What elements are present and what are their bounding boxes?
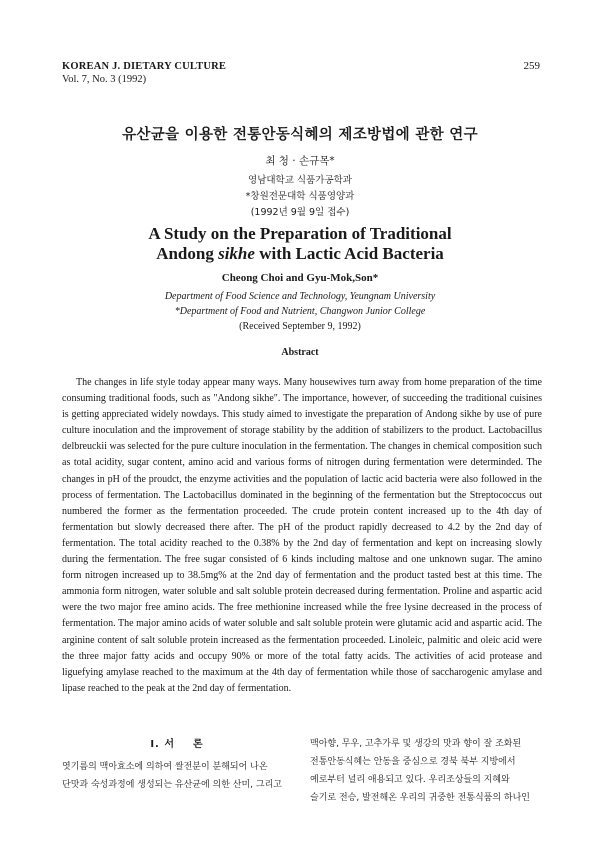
- abstract-text: The changes in life style today appear many ways. Many housewives turn away from home preparation of the time consuming traditional foods, such as "Andong sikhe". The importance, however, of succeeding the traditional cuisines is getting appreciated widely nowdays. This study aimed to investigate the preparation of Andong sikhe by use of pure culture inoculation and the improvement of storage stability by the addition of stabilizers to the product. Lactobacillus delbreuckii was selected for the pure culture inoculation in the fermentation. The changes in chemical composition such as total acidity, sugar content, amino acid and various forms of nitrogen during fermentation were determinded. The changes in pH of the proudct, the enzyme activities and the population of lactic acid bacteria were also followed in the process of fermentation. The Lactobacillus dominated in the beginning of the fermentation but the Streptococcus out numbered the former as the fermentation proceeded. The crude protein content increased up to the 4th day of fermentation but slowly decreased there after. The pH of the product rapidly decreased to 4.2 by the 2nd day of fermentation. The total acidity reached to the 0.38% by the 2nd day of fermentation and kept on increasing slowly during the fermentation. The free sugar consisted of 6 kinds including maltose and one unknown sugar. The amino form nitrogen increased up to 38.5mg% at the 2nd day of fermentation and the product tasted best at this time. The ammonia form nitrogen, water soluble and salt soluble protein decreased during fermentation. Proline and aspartic acid were the two major free amino acids. The free methionine increased while the free lysine decreased in the process of fermentation. The major amino acids of water soluble and salt soluble protein were glutamic acid and aspartic acid. The arginine content of salt soluble protein increased as the fermentation proceeded. Linoleic, palmitic and oleic acid were the three major fatty acids and occupy 90% or more of the total fatty acids. The activities of acid protease and liguefying amylase reached to the maximum at the 4th day of fermentation while those of saccharogenic amylase and lipase reached to the peak at the 2nd day of fermentation.: [62, 377, 542, 694]
- korean-title: 유산균을 이용한 전통안동식혜의 제조방법에 관한 연구: [122, 127, 478, 143]
- intro-left-column: [62, 735, 292, 794]
- journal-name: KOREAN J. DIETARY CULTURE: [62, 61, 227, 72]
- journal-volume: Vol. 7, No. 3 (1992): [62, 74, 147, 85]
- english-title: [0, 224, 600, 264]
- english-title-line-2-end: with Lactic Acid Bacteria: [254, 244, 444, 263]
- intro-left-line: 엿기름의 맥아효소에 의하여 쌀전분이 분해되어 나온: [62, 762, 268, 772]
- page-number: 259: [523, 60, 540, 72]
- english-affiliation-1: Department of Food Science and Technology, Yeungnam University: [164, 291, 436, 302]
- intro-right-line: 예로부터 널리 애용되고 있다. 우리조상들의 지혜와: [310, 775, 510, 785]
- journal-header: [62, 60, 226, 86]
- intro-right-line: 맥아향, 무우, 고추가루 및 생강의 맛과 향이 잘 조화된: [310, 739, 522, 749]
- korean-affiliation-1: 영남대학교 식품가공학과: [248, 175, 352, 186]
- section-heading-word: 론: [193, 739, 204, 750]
- intro-right-line: 전통안동식혜는 안동을 중심으로 경북 북부 지방에서: [310, 757, 516, 767]
- section-heading-number: I. 서: [150, 739, 175, 750]
- english-authors: Cheong Choi and Gyu-Mok,Son*: [221, 272, 379, 284]
- english-title-line-1: A Study on the Preparation of Traditional: [148, 224, 452, 243]
- abstract-body: [62, 375, 542, 697]
- english-title-line-2: [0, 244, 600, 264]
- english-title-italic-word: sikhe: [218, 244, 255, 263]
- english-title-line-2-start: Andong: [156, 244, 219, 263]
- korean-received-date: (1992년 9월 9일 접수): [250, 207, 350, 218]
- english-received-date: (Received September 9, 1992): [239, 321, 361, 332]
- section-heading-introduction: [62, 735, 292, 750]
- intro-left-line: 단맛과 숙성과정에 생성되는 유산균에 의한 산미, 그리고: [62, 780, 282, 790]
- intro-right-column: [310, 735, 542, 807]
- korean-authors: 최 청 · 손규목*: [265, 155, 335, 167]
- korean-affiliation-2: *창원전문대학 식품영양과: [245, 191, 355, 202]
- intro-right-line: 슬기로 전승, 발전해온 우리의 귀중한 전통식품의 하나인: [310, 793, 530, 803]
- abstract-heading: Abstract: [281, 347, 319, 358]
- english-affiliation-2: *Department of Food and Nutrient, Changwon Junior College: [174, 306, 426, 317]
